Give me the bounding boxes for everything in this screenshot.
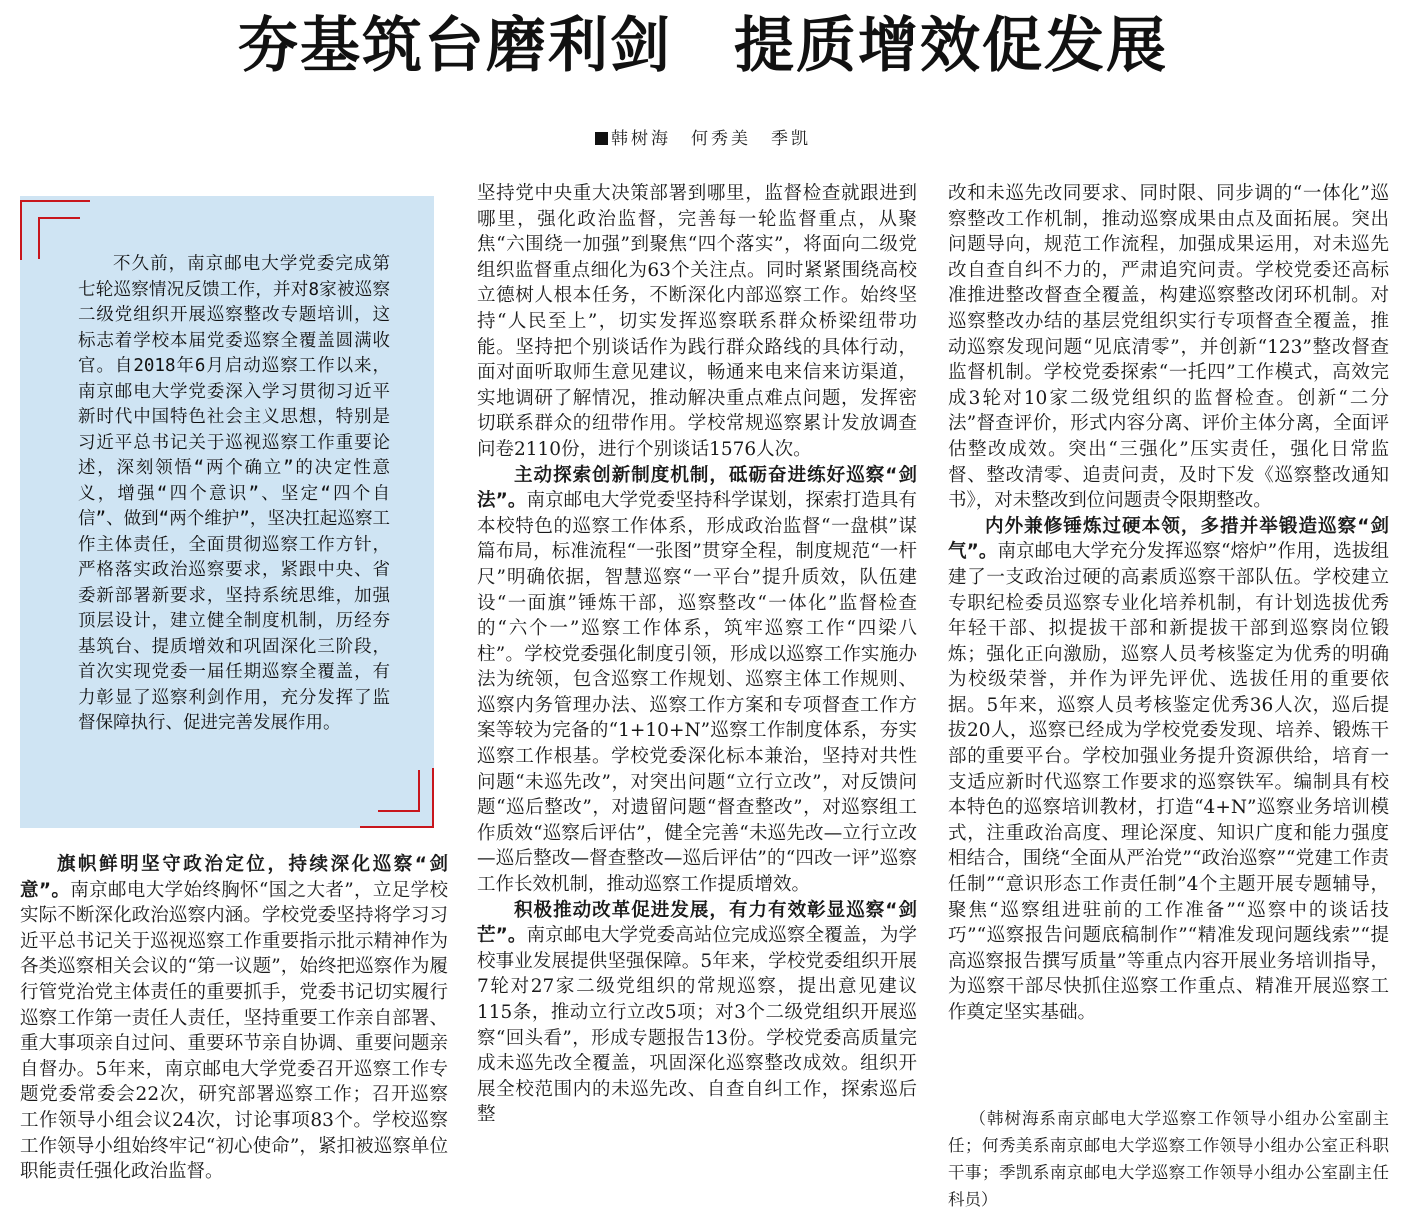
author-note-text: （韩树海系南京邮电大学巡察工作领导小组办公室副主任；何秀美系南京邮电大学巡察工作领导小组办公室正科职干事；季凯系南京邮电大学巡察工作领导小组办公室副主任科员） xyxy=(948,1109,1389,1209)
section-4-body: 南京邮电大学充分发挥巡察“熔炉”作用，选拔组建了一支政治过硬的高素质巡察干部队伍。学校建立专职纪检委员巡察专业化培养机制，有计划选拔优秀年轻干部、拟提拔干部和新提拔干部到巡察岗位锻炼；强化正向激励，巡察人员考核鉴定为优秀的明确为校级荣誉，并作为评先评优、选拔任用的重要依据。5年来，巡察人员考核鉴定优秀36人次，巡后提拔20人，巡察已经成为学校党委发现、培养、锻炼干部的重要平台。学校加强业务提升资源供给，培育一支适应新时代巡察工作要求的巡察铁军。编制具有校本特色的巡察培训教材，打造“4+N”巡察业务培训模式，注重政治高度、理论深度、知识广度和能力强度相结合，围绕“全面从严治党”“政治巡察”“党建工作责任制”“意识形态工作责任制”4个主题开展专题辅导，聚焦“巡察组进驻前的工作准备”“巡察中的谈话技巧”“巡察报告问题底稿制作”“精准发现问题线索”“提高巡察报告撰写质量”等重点内容开展业务培训指导，为巡察干部尽快抓住巡察工作重点、精准开展巡察工作奠定坚实基础。 xyxy=(948,541,1389,1023)
column-1 xyxy=(20,852,448,1185)
corner-top-left-inner-h xyxy=(38,217,80,219)
corner-bottom-right-inner-v xyxy=(418,770,420,812)
byline xyxy=(0,124,1406,149)
section-3-heading: 积极推动改革促进发展，有力有效彰显巡察“剑芒”。 xyxy=(477,899,917,947)
corner-top-left-outer-v xyxy=(20,200,22,260)
column-3 xyxy=(948,181,1389,1026)
corner-top-left-outer-h xyxy=(20,200,90,202)
section-1-body: 南京邮电大学始终胸怀“国之大者”，立足学校实际不断深化政治巡察内涵。学校党委坚持将学习习近平总书记关于巡视巡察工作重要指示批示精神作为各类巡察相关会议的“第一议题”，始终把巡察作为履行管党治党主体责任的重要抓手，党委书记切实履行巡察工作第一责任人责任，坚持重要工作亲自部署、重大事项亲自过问、重要环节亲自协调、重要问题亲自督办。5年来，南京邮电大学党委召开巡察工作专题党委常委会22次，研究部署巡察工作；召开巡察工作领导小组会议24次，讨论事项83个。学校巡察工作领导小组始终牢记“初心使命”，紧扣被巡察单位职能责任强化政治监督。 xyxy=(20,879,448,1183)
corner-top-left-inner-v xyxy=(38,217,40,259)
section-4-heading: 内外兼修锤炼过硬本领，多措并举锻造巡察“剑气”。 xyxy=(948,515,1389,563)
section-3-body: 南京邮电大学党委高站位完成巡察全覆盖，为学校事业发展提供坚强保障。5年来，学校党委组织开展7轮对27家二级党组织的常规巡察，提出意见建议115条，推动立行立改5项；对3个二级党组织开展巡察“回头看”，形成专题报告13份。学校党委高质量完成未巡先改全覆盖，巩固深化巡察整改成效。组织开展全校范围内的未巡先改、自查自纠工作，探索巡后整 xyxy=(477,925,917,1126)
section-2-body: 南京邮电大学党委坚持科学谋划，探索打造具有本校特色的巡察工作体系，形成政治监督“一盘棋”谋篇布局，标准流程“一张图”贯穿全程，制度规范“一杆尺”明确依据，智慧巡察“一平台”提升质效，队伍建设“一面旗”锤炼干部，巡察整改“一体化”监督检查的“六个一”巡察工作体系，筑牢巡察工作“四梁八柱”。学校党委强化制度引领，形成以巡察工作实施办法为统领，包含巡察工作规划、巡察主体工作规则、巡察内务管理办法、巡察工作方案和专项督查工作方案等较为完备的“1+10+N”巡察工作制度体系，夯实巡察工作根基。学校党委深化标本兼治，坚持对共性问题“未巡先改”，对突出问题“立行立改”，对反馈问题“巡后整改”，对遗留问题“督查整改”，对巡察组工作质效“巡察后评估”，健全完善“未巡先改—立行立改—巡后整改—督查整改—巡后评估”的“四改一评”巡察工作长效机制，推动巡察工作提质增效。 xyxy=(477,490,917,896)
corner-bottom-right-outer-h xyxy=(360,826,434,828)
corner-bottom-right-inner-h xyxy=(378,810,420,812)
section-1-paragraph xyxy=(20,852,448,1185)
section-4-paragraph xyxy=(948,514,1389,1026)
section-1-continued: 坚持党中央重大决策部署到哪里，监督检查就跟进到哪里，强化政治监督，完善每一轮监督重点，从聚焦“六围绕一加强”到聚焦“四个落实”，将面向二级党组织监督重点细化为63个关注点。同时紧紧围绕高校立德树人根本任务，不断深化内部巡察工作。始终坚持“人民至上”，切实发挥巡察联系群众桥梁纽带功能。坚持把个别谈话作为践行群众路线的具体行动，面对面听取师生意见建议，畅通来电来信来访渠道，实地调研了解情况，推动解决重点难点问题，发挥密切联系群众的纽带作用。学校常规巡察累计发放调查问卷2110份，进行个别谈话1576人次。 xyxy=(477,183,917,460)
author-note xyxy=(948,1105,1389,1213)
section-1-heading: 旗帜鲜明坚守政治定位，持续深化巡察“剑意”。 xyxy=(20,854,448,901)
section-2-heading: 主动探索创新制度机制，砥砺奋进练好巡察“剑法”。 xyxy=(477,464,917,512)
intro-text xyxy=(78,252,390,737)
section-2-paragraph xyxy=(477,463,917,898)
headline: 夯基筑台磨利剑 提质增效促发展 xyxy=(238,11,1168,81)
byline-authors: 韩树海 何秀美 季凯 xyxy=(611,129,811,149)
intro-paragraph: 不久前，南京邮电大学党委完成第七轮巡察情况反馈工作，并对8家被巡察二级党组织开展巡察整改专题培训，这标志着学校本届党委巡察全覆盖圆满收官。自2018年6月启动巡察工作以来，南京邮电大学党委深入学习贯彻习近平新时代中国特色社会主义思想，特别是习近平总书记关于巡视巡察工作重要论述，深刻领悟“两个确立”的决定性意义，增强“四个意识”、坚定“四个自信”、做到“两个维护”，坚决扛起巡察工作主体责任，全面贯彻巡察工作方针，严格落实政治巡察要求，紧跟中央、省委新部署新要求，坚持系统思维，加强顶层设计，建立健全制度机制，历经夯基筑台、提质增效和巩固深化三阶段，首次实现党委一届任期巡察全覆盖，有力彰显了巡察利剑作用，充分发挥了监督保障执行、促进完善发展作用。 xyxy=(78,254,390,733)
corner-bottom-right-outer-v xyxy=(432,768,434,828)
section-3-paragraph xyxy=(477,898,917,1128)
byline-square-icon xyxy=(595,132,608,145)
column-2 xyxy=(477,181,917,1128)
section-3-continued: 改和未巡先改同要求、同时限、同步调的“一体化”巡察整改工作机制，推动巡察成果由点及面拓展。突出问题导向，规范工作流程，加强成果运用，对未巡先改自查自纠不力的，严肃追究问责。学校党委还高标准推进整改督查全覆盖，构建巡察整改闭环机制。对巡察整改办结的基层党组织实行专项督查全覆盖，推动巡察发现问题“见底清零”，并创新“123”整改督查监督机制。学校党委探索“一托四”工作模式，高效完成3轮对10家二级党组织的监督检查。创新“二分法”督查评价，形式内容分离、评价主体分离，全面评估整改成效。突出“三强化”压实责任，强化日常监督、整改清零、追责问责，及时下发《巡察整改通知书》，对未整改到位问题责令限期整改。 xyxy=(948,183,1389,512)
